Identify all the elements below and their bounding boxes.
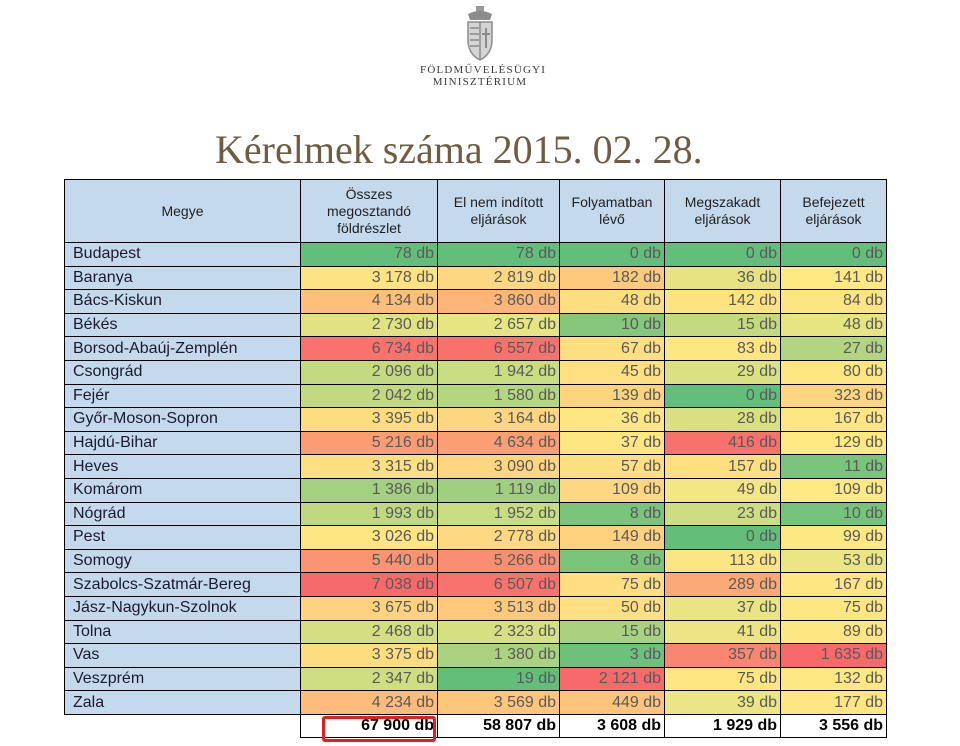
value-cell: 36 db	[560, 408, 665, 432]
county-name: Hajdú-Bihar	[65, 431, 301, 455]
value-cell: 5 440 db	[301, 549, 438, 573]
value-cell: 0 db	[665, 243, 781, 267]
county-name: Heves	[65, 455, 301, 479]
value-cell: 3 026 db	[301, 526, 438, 550]
value-cell: 75 db	[781, 596, 887, 620]
table-row	[65, 667, 887, 691]
header-in-progress: Folyamatban lévő	[560, 180, 665, 243]
value-cell: 37 db	[665, 596, 781, 620]
value-cell: 2 468 db	[301, 620, 438, 644]
value-cell: 15 db	[560, 620, 665, 644]
value-cell: 41 db	[665, 620, 781, 644]
value-cell: 36 db	[665, 266, 781, 290]
value-cell: 19 db	[438, 667, 560, 691]
value-cell: 182 db	[560, 266, 665, 290]
table-row	[65, 573, 887, 597]
value-cell: 3 375 db	[301, 644, 438, 668]
county-name: Szabolcs-Szatmár-Bereg	[65, 573, 301, 597]
value-cell: 83 db	[665, 337, 781, 361]
value-cell: 3 178 db	[301, 266, 438, 290]
value-cell: 78 db	[301, 243, 438, 267]
value-cell: 53 db	[781, 549, 887, 573]
total-cell: 67 900 db	[301, 714, 438, 738]
value-cell: 75 db	[560, 573, 665, 597]
county-name: Borsod-Abaúj-Zemplén	[65, 337, 301, 361]
county-name: Somogy	[65, 549, 301, 573]
requests-table	[64, 179, 887, 738]
county-name: Békés	[65, 313, 301, 337]
value-cell: 1 119 db	[438, 478, 560, 502]
value-cell: 78 db	[438, 243, 560, 267]
table-row	[65, 384, 887, 408]
value-cell: 99 db	[781, 526, 887, 550]
value-cell: 3 860 db	[438, 290, 560, 314]
county-name: Tolna	[65, 620, 301, 644]
table-row	[65, 596, 887, 620]
value-cell: 57 db	[560, 455, 665, 479]
value-cell: 167 db	[781, 408, 887, 432]
value-cell: 2 347 db	[301, 667, 438, 691]
value-cell: 3 569 db	[438, 691, 560, 715]
value-cell: 1 635 db	[781, 644, 887, 668]
value-cell: 4 234 db	[301, 691, 438, 715]
value-cell: 132 db	[781, 667, 887, 691]
header-completed: Befejezett eljárások	[781, 180, 887, 243]
value-cell: 1 580 db	[438, 384, 560, 408]
total-highlight-box	[322, 716, 436, 742]
table-row	[65, 266, 887, 290]
county-name: Komárom	[65, 478, 301, 502]
value-cell: 8 db	[560, 502, 665, 526]
value-cell: 10 db	[560, 313, 665, 337]
ministry-logo	[420, 4, 547, 96]
county-name: Baranya	[65, 266, 301, 290]
value-cell: 0 db	[781, 243, 887, 267]
value-cell: 49 db	[665, 478, 781, 502]
value-cell: 6 557 db	[438, 337, 560, 361]
value-cell: 3 675 db	[301, 596, 438, 620]
total-cell: 3 608 db	[560, 714, 665, 738]
value-cell: 416 db	[665, 431, 781, 455]
value-cell: 449 db	[560, 691, 665, 715]
value-cell: 3 513 db	[438, 596, 560, 620]
value-cell: 10 db	[781, 502, 887, 526]
value-cell: 2 096 db	[301, 360, 438, 384]
table-row	[65, 478, 887, 502]
total-cell: 58 807 db	[438, 714, 560, 738]
table-row	[65, 408, 887, 432]
table-row	[65, 691, 887, 715]
value-cell: 129 db	[781, 431, 887, 455]
value-cell: 29 db	[665, 360, 781, 384]
value-cell: 142 db	[665, 290, 781, 314]
table-row	[65, 337, 887, 361]
value-cell: 7 038 db	[301, 573, 438, 597]
value-cell: 167 db	[781, 573, 887, 597]
table-row	[65, 243, 887, 267]
county-name: Budapest	[65, 243, 301, 267]
coat-of-arms-icon	[460, 4, 500, 62]
table-row	[65, 502, 887, 526]
value-cell: 6 507 db	[438, 573, 560, 597]
value-cell: 3 395 db	[301, 408, 438, 432]
value-cell: 2 657 db	[438, 313, 560, 337]
value-cell: 28 db	[665, 408, 781, 432]
table-row	[65, 620, 887, 644]
logo-line-1: FÖLDMŰVELÉSÜGYI	[420, 64, 547, 76]
value-cell: 48 db	[560, 290, 665, 314]
value-cell: 67 db	[560, 337, 665, 361]
county-name: Veszprém	[65, 667, 301, 691]
county-name: Csongrád	[65, 360, 301, 384]
value-cell: 6 734 db	[301, 337, 438, 361]
value-cell: 4 134 db	[301, 290, 438, 314]
value-cell: 139 db	[560, 384, 665, 408]
county-name: Jász-Nagykun-Szolnok	[65, 596, 301, 620]
table-row	[65, 431, 887, 455]
value-cell: 15 db	[665, 313, 781, 337]
value-cell: 48 db	[781, 313, 887, 337]
county-name: Nógrád	[65, 502, 301, 526]
value-cell: 27 db	[781, 337, 887, 361]
totals-blank-cell	[65, 714, 301, 738]
value-cell: 0 db	[665, 526, 781, 550]
table-row	[65, 526, 887, 550]
value-cell: 89 db	[781, 620, 887, 644]
county-name: Bács-Kiskun	[65, 290, 301, 314]
value-cell: 3 164 db	[438, 408, 560, 432]
value-cell: 3 315 db	[301, 455, 438, 479]
value-cell: 5 216 db	[301, 431, 438, 455]
page-title: Kérelmek száma 2015. 02. 28.	[215, 127, 703, 172]
value-cell: 3 090 db	[438, 455, 560, 479]
value-cell: 109 db	[781, 478, 887, 502]
table-row	[65, 313, 887, 337]
value-cell: 2 042 db	[301, 384, 438, 408]
table-header-row	[65, 180, 887, 243]
value-cell: 1 942 db	[438, 360, 560, 384]
county-name: Zala	[65, 691, 301, 715]
value-cell: 37 db	[560, 431, 665, 455]
value-cell: 1 386 db	[301, 478, 438, 502]
total-cell: 1 929 db	[665, 714, 781, 738]
table-row	[65, 549, 887, 573]
value-cell: 357 db	[665, 644, 781, 668]
value-cell: 8 db	[560, 549, 665, 573]
value-cell: 3 db	[560, 644, 665, 668]
value-cell: 289 db	[665, 573, 781, 597]
value-cell: 2 819 db	[438, 266, 560, 290]
header-interrupted: Megszakadt eljárások	[665, 180, 781, 243]
table-row	[65, 290, 887, 314]
county-name: Győr-Moson-Sopron	[65, 408, 301, 432]
value-cell: 1 380 db	[438, 644, 560, 668]
value-cell: 39 db	[665, 691, 781, 715]
value-cell: 157 db	[665, 455, 781, 479]
table-row	[65, 644, 887, 668]
value-cell: 5 266 db	[438, 549, 560, 573]
value-cell: 45 db	[560, 360, 665, 384]
value-cell: 177 db	[781, 691, 887, 715]
value-cell: 50 db	[560, 596, 665, 620]
value-cell: 2 121 db	[560, 667, 665, 691]
value-cell: 80 db	[781, 360, 887, 384]
value-cell: 2 778 db	[438, 526, 560, 550]
logo-line-2: MINISZTÉRIUM	[432, 76, 528, 88]
value-cell: 0 db	[560, 243, 665, 267]
header-not-started: El nem indított eljárások	[438, 180, 560, 243]
value-cell: 113 db	[665, 549, 781, 573]
county-name: Vas	[65, 644, 301, 668]
table-row	[65, 455, 887, 479]
value-cell: 1 993 db	[301, 502, 438, 526]
value-cell: 0 db	[665, 384, 781, 408]
value-cell: 1 952 db	[438, 502, 560, 526]
value-cell: 2 730 db	[301, 313, 438, 337]
value-cell: 141 db	[781, 266, 887, 290]
value-cell: 11 db	[781, 455, 887, 479]
value-cell: 323 db	[781, 384, 887, 408]
county-name: Fejér	[65, 384, 301, 408]
header-county: Megye	[65, 180, 301, 243]
value-cell: 84 db	[781, 290, 887, 314]
totals-row	[65, 714, 887, 738]
value-cell: 149 db	[560, 526, 665, 550]
county-name: Pest	[65, 526, 301, 550]
value-cell: 75 db	[665, 667, 781, 691]
value-cell: 23 db	[665, 502, 781, 526]
value-cell: 109 db	[560, 478, 665, 502]
table-row	[65, 360, 887, 384]
total-cell: 3 556 db	[781, 714, 887, 738]
value-cell: 4 634 db	[438, 431, 560, 455]
value-cell: 2 323 db	[438, 620, 560, 644]
header-total-parcels: Összes megosztandó földrészlet	[301, 180, 438, 243]
